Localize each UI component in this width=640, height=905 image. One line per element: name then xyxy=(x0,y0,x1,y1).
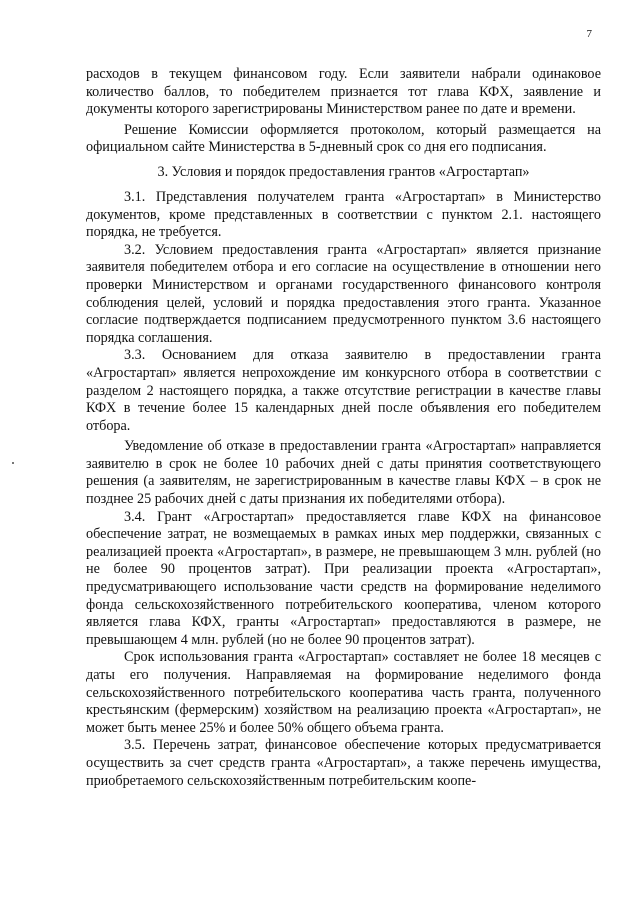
paragraph-3-4: 3.4. Грант «Агростартап» предоставляется главе КФХ на финансовое обеспечение затрат, не возмещаемых в рамках иных мер поддержки, связанных с реализацией проекта «Агростартап», в размере, не превышающем 3 млн. рублей (но не более 90 процентов затрат). При реализации проекта «Агростартап», предусматривающего использование части средств на формирование неделимого фонда сельскохозяйственного потребительского кооператива, членом которого является глава КФХ, гранты «Агростартап» предоставляются в размере, не превышающем 4 млн. рублей (но не более 90 процентов затрат). xyxy=(86,508,601,648)
paragraph-3-1: 3.1. Представления получателем гранта «Агростартап» в Министерство документов, кроме представленных в соответствии с пунктом 2.1. настоящего порядка, не требуется. xyxy=(86,188,601,241)
margin-mark xyxy=(12,462,14,464)
paragraph-grant-term: Срок использования гранта «Агростартап» составляет не более 18 месяцев с даты его получения. Направляемая на формирование неделимого фонда сельскохозяйственного потребительского кооператива часть гранта, полученного крестьянским (фермерским) хозяйством на реализацию проекта «Агростартап», не может быть менее 25% и более 50% общего объема гранта. xyxy=(86,649,601,736)
paragraph-3-5: 3.5. Перечень затрат, финансовое обеспечение которых предусматривается осуществить за счет средств гранта «Агростартап», а также перечень имущества, приобретаемого сельскохозяйственным потребительским коопе- xyxy=(86,737,601,789)
paragraph-3-2: 3.2. Условием предоставления гранта «Агростартап» является признание заявителя победителем отбора и его согласие на осуществление в отношении него проверки Министерством и органами государственного финансового контроля соблюдения целей, условий и порядка предоставления этого гранта. Указанное согласие подтверждается подписанием предусмотренного пунктом 3.6 настоящего порядка соглашения. xyxy=(86,241,601,346)
paragraph-commission-decision: Решение Комиссии оформляется протоколом, который размещается на официальном сайте Министерства в 5-дневный срок со дня его подписания. xyxy=(86,121,601,156)
paragraph-refusal-notice: Уведомление об отказе в предоставлении гранта «Агростартап» направляется заявителю в срок не более 10 рабочих дней с даты принятия соответствующего решения (а заявителям, не зарегистрированным в качестве главы КФХ – в срок не позднее 25 рабочих дней с даты признания их победителями отбора). xyxy=(86,438,601,508)
page-number: 7 xyxy=(586,28,592,40)
paragraph-continuation: расходов в текущем финансовом году. Если заявители набрали одинаковое количество баллов, то победителем признается тот глава КФХ, заявление и документы которого зарегистрированы Министерством ранее по дате и времени. xyxy=(86,66,601,118)
paragraph-3-3: 3.3. Основанием для отказа заявителю в предоставлении гранта «Агростартап» является непрохождение им конкурсного отбора в соответствии с разделом 2 настоящего порядка, а также отсутствие регистрации в качестве главы КФХ в течение более 15 календарных дней после объявления его победителем отбора. xyxy=(86,347,601,434)
section-title: 3. Условия и порядок предоставления грантов «Агростартап» xyxy=(157,163,530,180)
document-body xyxy=(86,66,601,790)
